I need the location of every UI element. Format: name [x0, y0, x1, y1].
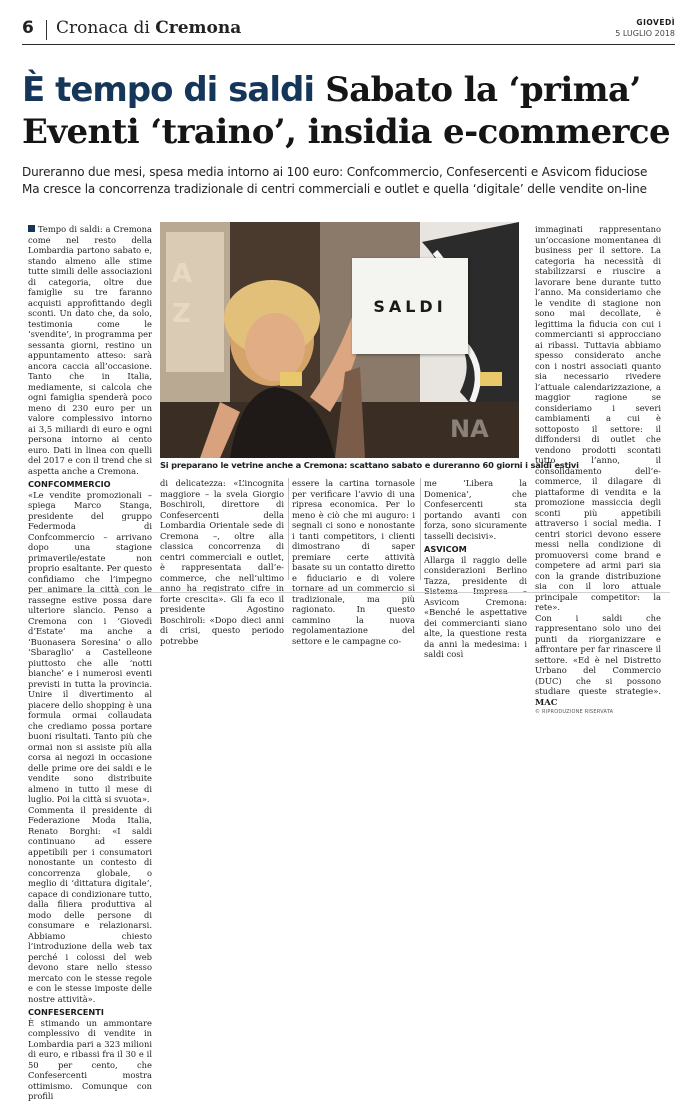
header-day: GIOVEDÌ: [636, 18, 675, 27]
article-start-square-icon: [28, 225, 35, 232]
headline-main-1: Sabato la ‘prima’: [325, 70, 641, 110]
photo-caption: Si preparano le vetrine anche a Cremona: scattano sabato e dureranno 60 giorni i saldi estivi: [160, 460, 579, 470]
article-column-2: [160, 478, 284, 646]
headline-line-2: Eventi ‘traino’, insidia e-commerce: [22, 112, 670, 152]
article-column-5: [535, 224, 661, 718]
column-divider: [420, 478, 421, 580]
page-header: [22, 18, 675, 45]
heading-confcommercio: CONFCOMMERCIO: [28, 479, 111, 489]
paragraph-asvicom: Allarga il raggio delle considerazioni Berlino Tazza, presidente di Sistema Impresa – Asvicom Cremona: «Benché le aspettative dei commercianti siano alte, la questione resta da anni la medesima: i saldi così: [424, 554, 527, 659]
section-title: [56, 18, 241, 38]
heading-confesercenti: CONFESERCENTI: [28, 1007, 104, 1017]
article-intro: Tempo di saldi: a Cremona come nel resto della Lombardia partono sabato e, stando almeno alle stime tutte simili delle associazioni di categoria, oltre due famiglie su tre faranno acquisti approfittando degli sconti. Un dato che, da solo, testimonia come le ‘svendite’, in programma per sessanta giorni, restino un appuntamento atteso: sarà ancora caccia all’occasione. Tanto che in Italia, mediamente, si calcola che ogni famiglia spenderà poco meno di 230 euro per un valore complessivo intorno ai 3,5 miliardi di euro e ogni persona intorno ai cento euro. Dati in linea con quelli del 2017 e con il trend che si aspetta anche a Cremona.: [28, 224, 152, 476]
article-column-3: [292, 478, 415, 646]
svg-text:A: A: [172, 259, 193, 289]
headline-line-1: [22, 70, 641, 110]
section-city: Cremona: [155, 18, 242, 38]
heading-asvicom: ASVICOM: [424, 544, 467, 554]
header-divider: [46, 20, 47, 40]
article-bottom-rule: [28, 592, 670, 593]
paragraph-confcommercio: «Le vendite promozionali – spiega Marco Stanga, presidente del gruppo Federmoda di Confcommercio – arrivano dopo una stagione primaverile/estate non proprio esaltante. Per questo confidiamo che l’impegno per animare la città con le rassegne estive possa dare ulteriore slancio. Penso a Cremona con i ‘Giovedì d’Estate’ ma anche a ‘Buonasera Soresina’ o allo ‘Sbaraglio’ a Castelleone piuttosto che alle ‘notti bianche’ e i numerosi eventi previsti in tutta la provincia. Unire il divertimento al piacere dello shopping è una formula ormai collaudata che crediamo possa portare buoni risultati. Tanto più che ormai non si assiste più alla corsa ai negozi in occasione delle prime ore dei saldi e le vendite sono distribuite almeno in tutto il mese di luglio. Poi la città si svuota».: [28, 489, 152, 804]
header-date: 5 LUGLIO 2018: [615, 29, 675, 38]
subheadline-1: Dureranno due mesi, spesa media intorno ai 100 euro: Confcommercio, Confesercenti e Asvicom fiduciose: [22, 165, 648, 179]
paragraph-column-5a: immaginati rappresentano un’occasione momentanea di business per il settore. La categoria ha necessità di stabilizzarsi e riuscire a lavorare bene durante tutto l’anno. Ma consideriamo che le vendite di stagione non sono mai decollate, è legittima la fiducia con cui i commercianti si approcciano ai ribassi. Tuttavia abbiamo spesso considerato anche con i nostri associati quanto sia necessario rivedere l’attuale calendarizzazione, a maggior ragione se consideriamo i severi cambiamenti a cui è sottoposto il settore: il diffondersi di outlet che vendono prodotti scontati tutto l’anno, il consolidamento dell’e-commerce, il dilagare di piattaforme di vendita e la promozione massiccia degli sconti più appetibili attraverso i social media. I centri storici devono essere messi nella condizione di promuoversi come brand e competere ad armi pari sia con la grande distribuzione sia con il loro attuale principale competitor: la rete».: [535, 224, 661, 612]
svg-text:Z: Z: [172, 299, 191, 329]
section-prefix: Cronaca di: [56, 18, 150, 38]
author-signature: MAC: [535, 696, 558, 707]
column-divider: [288, 478, 289, 580]
article-column-1: [28, 224, 152, 1102]
subheadline-2: Ma cresce la concorrenza tradizionale di centri commerciali e outlet e quella ‘digitale’ delle vendite on-line: [22, 182, 647, 196]
svg-text:NA: NA: [450, 415, 489, 443]
article-column-4: [424, 478, 527, 660]
paragraph-column-4a: me ‘Libera la Domenica’, che Confesercenti sta portando avanti con forza, sono sicuramente tasselli decisivi».: [424, 478, 527, 541]
paragraph-column-5b: [535, 613, 661, 708]
saldi-sign: SALDI: [352, 258, 468, 354]
paragraph-column-3: essere la cartina tornasole per verificare l’avvio di una ripresa economica. Per lo meno è ciò che mi auguro: i segnali ci sono e nonostante i tanti competitors, i clienti dimostrano di saper premiare certe attività basate su un contatto diretto e fiduciario e di volere tornare ad un commercio sì tradizionale, ma più ragionato. In questo cammino la nuova regolamentazione del settore e le campagne co-: [292, 478, 415, 646]
reproduction-notice: © RIPRODUZIONE RISERVATA: [535, 709, 614, 715]
paragraph-confesercenti: È stimando un ammontare complessivo di vendite in Lombardia pari a 323 milioni di euro, e ribassi fra il 30 e il 50 per cento, che Confesercenti mostra ottimismo. Comunque con profili: [28, 1017, 152, 1101]
closing-text: Con i saldi che rappresentano solo uno dei punti da riorganizzare e affrontare per far rinascere il settore. «Ed è nel Distretto Urbano del Commercio (DUC) che si possono studiare queste strategie».: [535, 612, 661, 696]
page-number: 6: [22, 18, 34, 38]
paragraph-federmoda: Commenta il presidente di Federazione Moda Italia, Renato Borghi: «I saldi continuano ad essere appetibili per i consumatori nonostante un contesto di concorrenza globale, o meglio di ‘dittatura digitale’, capace di condizionare tutto, dalla filiera produttiva al modo delle persone di consumare e relazionarsi. Abbiamo chiesto l’introduzione della web tax perché i colossi del web devono stare nello stesso mercato con le stesse regole e con le stesse imposte delle nostre attività».: [28, 804, 152, 1004]
paragraph-column-2: di delicatezza: «L’incognita maggiore – la svela Giorgio Boschiroli, direttore di Confesercenti della Lombardia Orientale sede di Cremona –, oltre alla classica concorrenza di centri commerciali e outlet, è rappresentata dall’e-commerce, che nell’ultimo anno ha registrato cifre in forte crescita». Gli fa eco il presidente Agostino Boschiroli: «Dopo dieci anni di crisi, questo periodo potrebbe: [160, 478, 284, 646]
headline-kicker: È tempo di saldi: [22, 70, 314, 110]
